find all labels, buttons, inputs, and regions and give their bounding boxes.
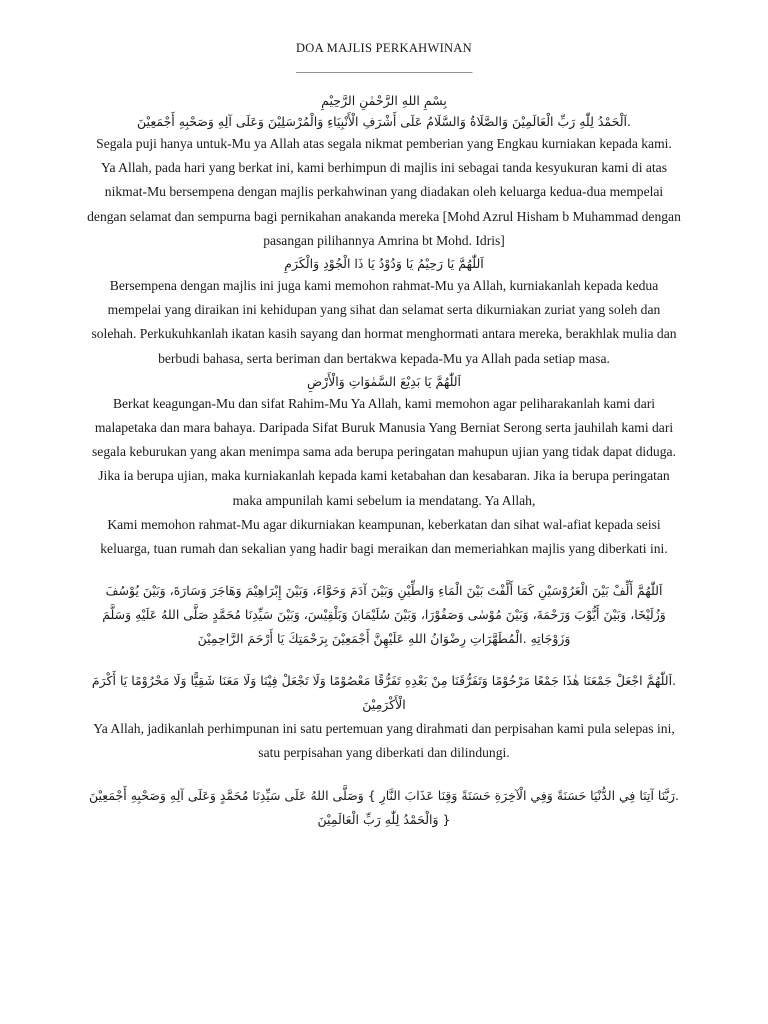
- spacer: [86, 766, 682, 784]
- paragraph-forgiveness: Kami memohon rahmat-Mu agar dikurniakan keampunan, keberkatan dan sihat wal-afiat kepada seisi keluarga, tuan rumah dan sekalian yang hadir bagi meraikan dan memeriahkan majlis yang diberkati ini.: [100, 516, 668, 557]
- paragraph-meeting: Ya Allah, jadikanlah perhimpunan ini satu pertemuan yang dirahmati dan perpisahan kami pula selepas ini, satu perpisahan yang diberkati dan dilindungi.: [93, 721, 675, 761]
- arabic-invocation-rahim: اَللّٰهُمَّ يَا رَحِيْمُ يَا وَدُوْدُ يَا ذَا الْجُوْدِ وَالْكَرَمِ: [284, 256, 484, 272]
- spacer: [86, 651, 682, 669]
- basmalah: بِسْمِ اللهِ الرَّحْمٰنِ الرَّحِيْمِ: [321, 93, 447, 108]
- arabic-gathering-prayer: .اَللّٰهُمَّ اجْعَلْ جَمْعَنَا هٰذَا جَمْعًا مَرْحُوْمًا وَتَفَرُّقَنَا مِنْ بَعْدِهِ تَفَرُّقًا مَعْصُوْمًا وَلَا تَجْعَلْ فِيْنَا وَلَا مَعَنَا شَقِيًّا وَلَا مَحْرُوْمًا يَا أَكْرَمَ الْأَكْرَمِيْنَ: [91, 673, 677, 713]
- spacer: [86, 561, 682, 579]
- paragraph-gathering: Ya Allah, pada hari yang berkat ini, kami berhimpun di majlis ini sebagai tanda kesyukuran kami di atas nikmat-Mu bersempena dengan majlis perkahwinan yang diadakan oleh keluarga kedua-dua mempelai dengan selamat dan sempurna bagi pernikahan anakanda mereka [Mohd Azrul Hisham b Muhammad dengan pasangan pilihannya Amrina bt Mohd. Idris]: [87, 160, 681, 248]
- paragraph-protection: Berkat keagungan-Mu dan sifat Rahim-Mu Ya Allah, kami memohon agar peliharakanlah kami dari malapetaka dan mara bahaya. Daripada Sifat Buruk Manusia Yang Berniat Serong serta jauhilah kami dari segala keburukan yang akan menimpa sama ada berupa peringatan mahupun ujian yang tidak dapat diduga. Jika ia berupa ujian, maka kurniakanlah kepada kami ketabahan dan kesabaran. Jika ia berupa peringatan maka ampunilah kami sebelum ia mendatang. Ya Allah,: [92, 395, 676, 508]
- title-underline: ________________________________: [296, 59, 472, 73]
- document-title: DOA MAJLIS PERKAHWINAN: [295, 41, 473, 55]
- closing-arabic: .رَبَّنَا آتِنَا فِي الدُّنْيَا حَسَنَةً وَفِي الْآخِرَةِ حَسَنَةً وَقِنَا عَذَابَ النَّارِ } وَصَلَّى اللهُ عَلَى سَيِّدِنَا مُحَمَّدٍ وَعَلَى آلِهِ وَصَحْبِهِ أَجْمَعِيْنَ { وَالْحَمْدُ لِلّٰهِ رَبِّ الْعَالَمِيْنَ: [89, 787, 679, 827]
- arabic-invocation-badi: اَللّٰهُمَّ يَا بَدِيْعَ السَّمٰوَاتِ وَالْأَرْضِ: [307, 373, 461, 389]
- opening-arabic: .اَلْحَمْدُ لِلّٰهِ رَبِّ الْعَالَمِيْنَ وَالصَّلَاةُ وَالسَّلَامُ عَلَى أَشْرَفِ الْأَنْبِيَاءِ وَالْمُرْسَلِيْنَ وَعَلَى آلِهِ وَصَحْبِهِ أَجْمَعِيْنَ: [137, 114, 631, 129]
- document-page: [86, 38, 682, 832]
- paragraph-praise: Segala puji hanya untuk-Mu ya Allah atas segala nikmat pemberian yang Engkau kurniakan kepada kami.: [96, 136, 672, 151]
- paragraph-blessing-couple: Bersempena dengan majlis ini juga kami memohon rahmat-Mu ya Allah, kurniakanlah kepada kedua mempelai yang diraikan ini kehidupan yang sihat dan selamat serta dikurniakan zuriat yang soleh dan solehah. Perkukuhkanlah ikatan kasih sayang dan hormat menghormati antara mereka, berakhlak mulia dan berbudi bahasa, serta beriman dan bertakwa kepada-Mu ya Allah pada setiap masa.: [91, 278, 677, 366]
- arabic-union-prayer: اَللّٰهُمَّ أَلِّفْ بَيْنَ الْعَرُوْسَيْنِ كَمَا أَلَّفْتَ بَيْنَ الْمَاءِ وَالطِّيْنِ وَبَيْنَ آدَمَ وَحَوَّاءَ، وَبَيْنَ إِبْرَاهِيْمَ وَهَاجَرَ وَسَارَةَ، وَبَيْنَ يُوْسُفَ وَزُلَيْخَا، وَبَيْنَ أَيُّوْبَ وَرَحْمَةَ، وَبَيْنَ مُوْسٰى وَصَفُوْرَا، وَبَيْنَ سُلَيْمَانَ وَبَلْقِيْسَ، وَبَيْنَ سَيِّدِنَا مُحَمَّدٍ صَلَّى اللهُ عَلَيْهِ وَسَلَّمَ وَزَوْجَاتِهِ .الْمُطَهَّرَاتِ رِضْوَانُ اللهِ عَلَيْهِنَّ أَجْمَعِيْنَ بِرَحْمَتِكَ يَا أَرْحَمَ الرَّاحِمِيْنَ: [102, 583, 666, 647]
